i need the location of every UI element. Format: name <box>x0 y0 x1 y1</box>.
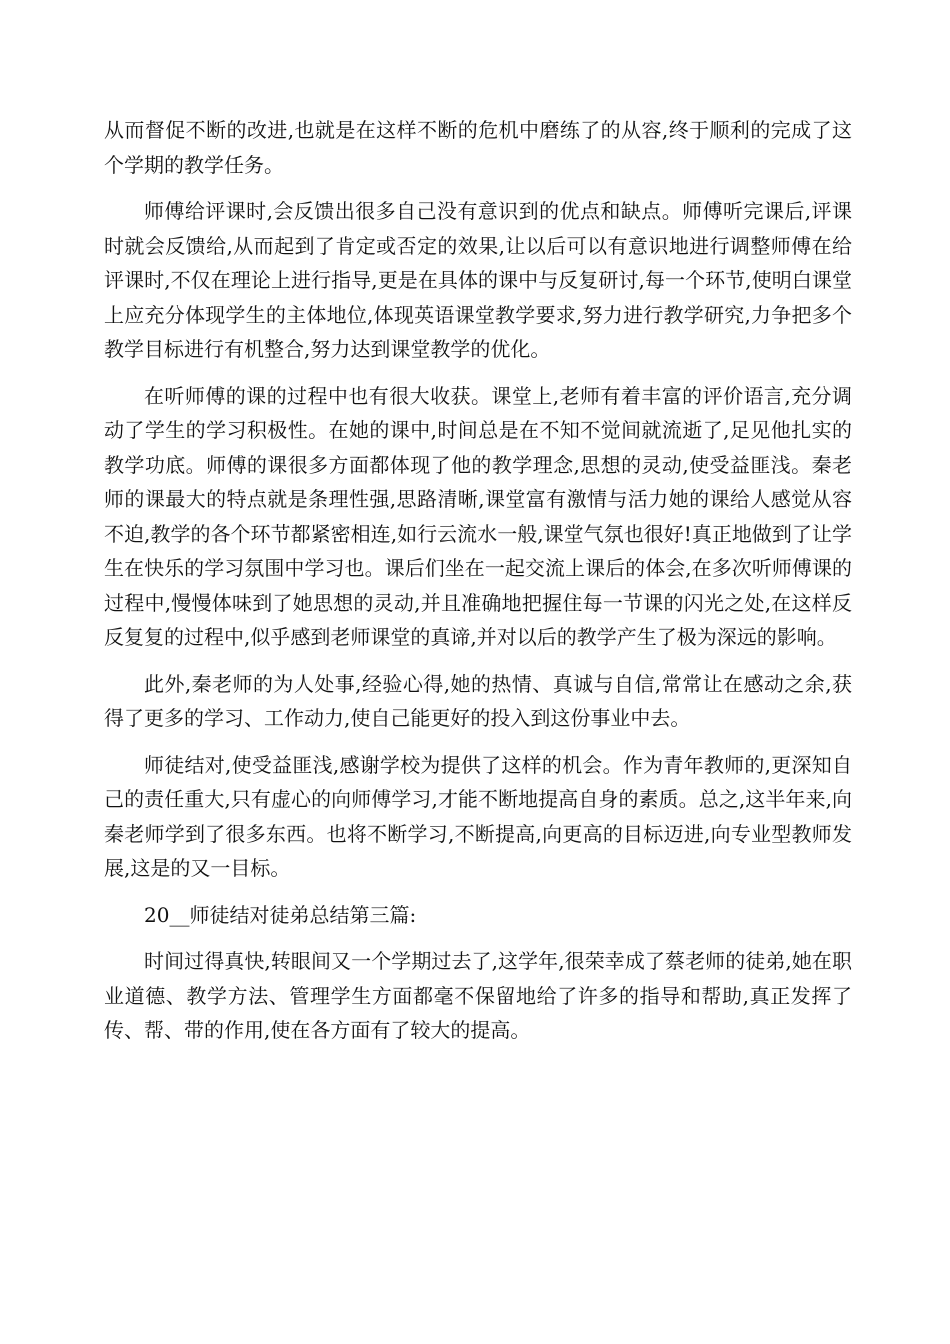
paragraph-conclusion: 师徒结对,使受益匪浅,感谢学校为提供了这样的机会。作为青年教师的,更深知自己的责任重大,只有虚心的向师傅学习,才能不断地提高自身的素质。总之,这半年来,向秦老师学到了很多东西。也将不断学习,不断提高,向更高的目标迈进,向专业型教师发展,这是的又一目标。 <box>104 752 852 880</box>
section-heading: 20__师徒结对徒弟总结第三篇: <box>144 902 417 927</box>
paragraph-third-article-intro: 时间过得真快,转眼间又一个学期过去了,这学年,很荣幸成了蔡老师的徒弟,她在职业道德、教学方法、管理学生方面都毫不保留地给了许多的指导和帮助,真正发挥了传、帮、带的作用,使在各方面有了较大的提高。 <box>104 949 852 1042</box>
document-body <box>104 113 852 1060</box>
paragraph-observation-gains: 在听师傅的课的过程中也有很大收获。课堂上,老师有着丰富的评价语言,充分调动了学生的学习积极性。在她的课中,时间总是在不知不觉间就流逝了,足见他扎实的教学功底。师傅的课很多方面都体现了他的教学理念,思想的灵动,使受益匪浅。秦老师的课最大的特点就是条理性强,思路清晰,课堂富有激情与活力她的课给人感觉从容不迫,教学的各个环节都紧密相连,如行云流水一般,课堂气氛也很好!真正地做到了让学生在快乐的学习氛围中学习也。课后们坐在一起交流上课后的体会,在多次听师傅课的过程中,慢慢体味到了她思想的灵动,并且准确地把握住每一节课的闪光之处,在这样反反复复的过程中,似乎感到老师课堂的真谛,并对以后的教学产生了极为深远的影响。 <box>104 383 852 649</box>
paragraph-continued: 从而督促不断的改进,也就是在这样不断的危机中磨练了的从容,终于顺利的完成了这个学期的教学任务。 <box>104 118 852 177</box>
paragraph-mentor-feedback: 师傅给评课时,会反馈出很多自己没有意识到的优点和缺点。师傅听完课后,评课时就会反馈给,从而起到了肯定或否定的效果,让以后可以有意识地进行调整师傅在给评课时,不仅在理论上进行指导,更是在具体的课中与反复研讨,每一个环节,使明白课堂上应充分体现学生的主体地位,体现英语课堂教学要求,努力进行教学研究,力争把多个教学目标进行有机整合,努力达到课堂教学的优化。 <box>104 199 852 361</box>
paragraph-mentor-character: 此外,秦老师的为人处事,经验心得,她的热情、真诚与自信,常常让在感动之余,获得了更多的学习、工作动力,使自己能更好的投入到这份事业中去。 <box>104 671 852 730</box>
